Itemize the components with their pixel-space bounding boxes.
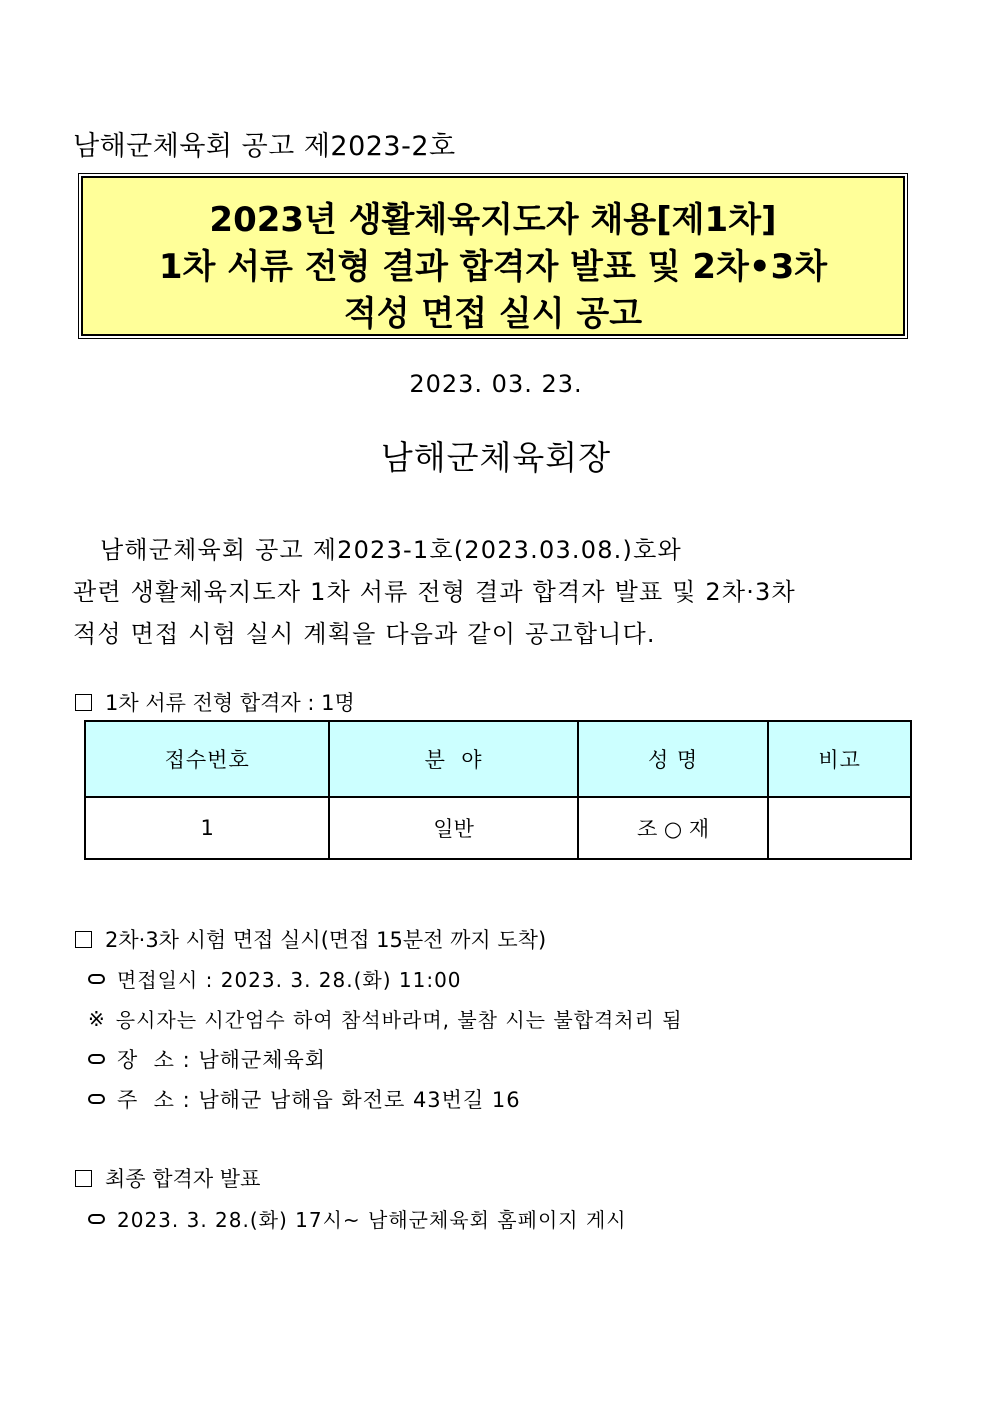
body-text-line-3: 적성 면접 시험 실시 계획을 다음과 같이 공고합니다. (73, 620, 656, 648)
checkbox-square-icon (75, 931, 92, 948)
section-heading-interview (75, 924, 546, 954)
address-item (88, 1084, 521, 1114)
checkbox-square-icon (75, 1170, 92, 1187)
interview-date-text: 면접일시 : 2023. 3. 28.(화) 11:00 (117, 968, 462, 992)
attendance-note (88, 1004, 683, 1033)
reference-mark-icon: ※ (88, 1006, 106, 1031)
title-box (81, 176, 905, 336)
place-item (88, 1044, 326, 1074)
cell-field: 일반 (329, 797, 577, 859)
attendance-note-text: 응시자는 시간엄수 하여 참석바라며, 불참 시는 불합격처리 됨 (115, 1008, 683, 1032)
place-text: 장 소 : 남해군체육회 (117, 1048, 327, 1072)
notice-number: 남해군체육회 공고 제2023-2호 (73, 131, 456, 162)
final-announcement-item (88, 1204, 627, 1233)
header-field: 분 야 (329, 721, 577, 797)
final-announcement-text: 2023. 3. 28.(화) 17시~ 남해군체육회 홈페이지 게시 (117, 1208, 627, 1232)
section-heading-document-screening (75, 687, 355, 717)
header-name: 성 명 (578, 721, 769, 797)
oval-bullet-icon (88, 974, 105, 984)
oval-bullet-icon (88, 1054, 105, 1064)
body-text-line-2: 관련 생활체육지도자 1차 서류 전형 결과 합격자 발표 및 2차·3차 (73, 578, 796, 606)
title-line-1: 2023년 생활체육지도자 채용[제1차] (209, 200, 777, 240)
result-table (84, 720, 912, 860)
checkbox-square-icon (75, 694, 92, 711)
section-heading-final-announcement (75, 1163, 260, 1193)
oval-bullet-icon (88, 1214, 105, 1224)
table-header-row (85, 721, 911, 797)
address-text: 주 소 : 남해군 남해읍 화전로 43번길 16 (117, 1088, 521, 1112)
notice-date: 2023. 03. 23. (409, 370, 583, 398)
interview-date-item (88, 964, 462, 993)
header-remarks: 비고 (768, 721, 911, 797)
title-line-2: 1차 서류 전형 결과 합격자 발표 및 2차•3차 (158, 247, 828, 287)
body-text-line-1: 남해군체육회 공고 제2023-1호(2023.03.08.)호와 (100, 536, 682, 564)
header-receipt-number: 접수번호 (85, 721, 329, 797)
issuer: 남해군체육회장 (380, 438, 612, 477)
section-heading-text: 2차·3차 시험 면접 실시(면접 15분전 까지 도착) (105, 928, 547, 952)
title-line-3: 적성 면접 실시 공고 (343, 294, 643, 334)
cell-remarks (768, 797, 911, 859)
section-heading-text: 최종 합격자 발표 (105, 1167, 261, 1191)
section-heading-text: 1차 서류 전형 합격자 : 1명 (105, 691, 355, 715)
oval-bullet-icon (88, 1094, 105, 1104)
cell-receipt-number: 1 (85, 797, 329, 859)
cell-name: 조 ○ 재 (578, 797, 769, 859)
table-row (85, 797, 911, 859)
